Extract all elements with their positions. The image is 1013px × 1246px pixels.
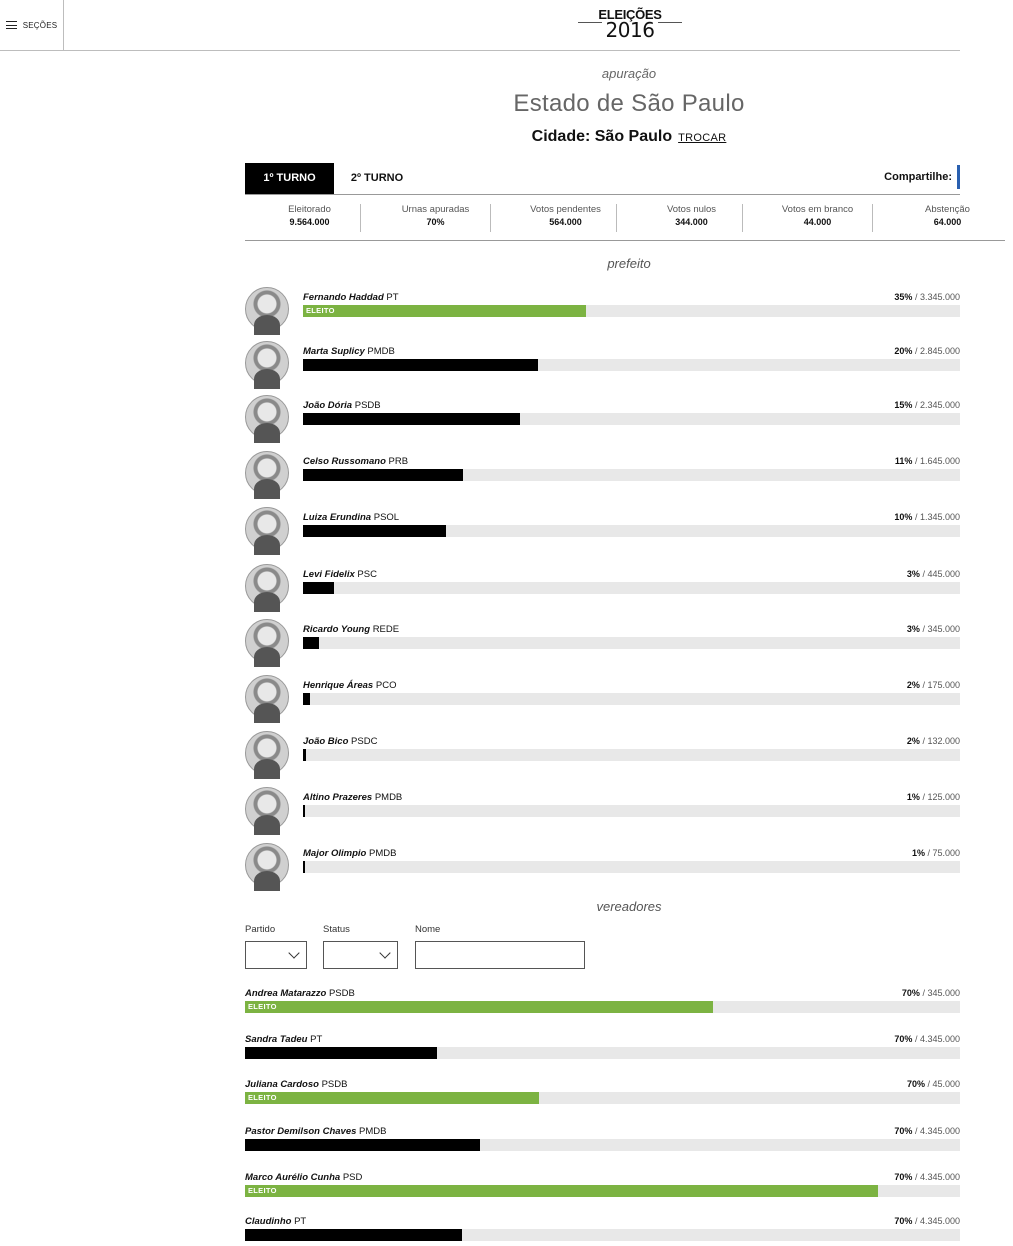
councilor-row[interactable]	[245, 1216, 960, 1246]
vote-count: / 4.345.000	[914, 1126, 960, 1136]
candidate-row[interactable]	[245, 675, 960, 725]
vote-result	[907, 624, 960, 634]
stat-label: Eleitorado	[288, 204, 331, 215]
candidate-photo	[245, 341, 289, 385]
name-search-input[interactable]	[415, 941, 585, 969]
candidate-party: PT	[310, 1034, 323, 1045]
page-title: Estado de São Paulo	[513, 90, 745, 117]
vote-result	[894, 292, 960, 302]
vote-bar	[303, 582, 960, 594]
vote-bar-fill	[303, 525, 446, 537]
candidate-party: PSDB	[354, 400, 381, 411]
vote-percent: 35%	[894, 292, 913, 302]
candidate-photo	[245, 287, 289, 331]
vote-count: / 4.345.000	[914, 1172, 960, 1182]
candidate-party: REDE	[372, 624, 400, 635]
vote-count: / 75.000	[927, 848, 960, 858]
candidate-name: Levi Fidelix	[303, 569, 355, 580]
chevron-down-icon	[379, 947, 390, 958]
vote-bar	[303, 805, 960, 817]
vote-count: / 1.345.000	[914, 512, 960, 522]
elected-badge: ELEITO	[248, 1186, 277, 1195]
candidate-row[interactable]	[245, 564, 960, 614]
vote-bar-fill	[245, 1139, 480, 1151]
candidate-label	[303, 680, 396, 691]
chevron-down-icon	[288, 947, 299, 958]
stat-item	[885, 204, 1010, 227]
candidate-party: PSDB	[328, 988, 355, 999]
vote-percent: 11%	[894, 456, 913, 466]
vote-bar	[245, 1047, 960, 1059]
candidate-name: Marco Aurélio Cunha	[245, 1172, 341, 1183]
vote-bar	[303, 413, 960, 425]
stat-item	[247, 204, 372, 227]
top-bar	[0, 0, 960, 51]
vote-bar-fill	[245, 1185, 878, 1197]
candidate-party: PT	[386, 292, 399, 303]
vote-bar-fill	[303, 749, 306, 761]
vote-percent: 20%	[894, 346, 913, 356]
vote-result	[907, 680, 960, 690]
round-tabs	[245, 163, 960, 195]
vote-bar	[245, 1185, 960, 1197]
vote-bar	[303, 861, 960, 873]
sections-menu-button[interactable]	[0, 0, 64, 50]
vote-bar-fill	[245, 1092, 539, 1104]
sections-menu-label: SEÇÕES	[22, 20, 58, 30]
vote-percent: 1%	[906, 792, 920, 802]
candidate-party: PSOL	[373, 512, 400, 523]
candidate-row[interactable]	[245, 731, 960, 781]
councilor-section-title: vereadores	[596, 899, 662, 914]
vote-result	[895, 456, 960, 466]
status-filter-label: Status	[323, 924, 350, 935]
candidate-photo	[245, 564, 289, 608]
logo-year: 2016	[605, 18, 655, 42]
candidate-name: Altino Prazeres	[303, 792, 373, 803]
candidate-name: Sandra Tadeu	[245, 1034, 308, 1045]
vote-result	[894, 1216, 960, 1226]
vote-bar-fill	[303, 693, 310, 705]
vote-result	[907, 569, 960, 579]
vote-bar-fill	[303, 305, 586, 317]
candidate-label	[245, 1172, 362, 1183]
vote-percent: 70%	[894, 1172, 913, 1182]
candidate-party: PSC	[357, 569, 377, 580]
vote-bar	[245, 1139, 960, 1151]
change-city-link[interactable]: TROCAR	[678, 132, 727, 144]
candidate-name: Fernando Haddad	[303, 292, 384, 303]
candidate-photo	[245, 395, 289, 439]
vote-count: / 125.000	[922, 792, 960, 802]
candidate-label	[245, 1079, 347, 1090]
candidate-row[interactable]	[245, 843, 960, 893]
stat-divider	[616, 204, 617, 232]
vote-bar	[303, 305, 960, 317]
candidate-label	[303, 848, 396, 859]
vote-result	[894, 1034, 960, 1044]
vote-percent: 2%	[906, 680, 920, 690]
candidate-label	[245, 1126, 387, 1137]
candidate-photo	[245, 787, 289, 831]
candidate-label	[245, 988, 355, 999]
candidate-row[interactable]	[245, 287, 960, 337]
vote-result	[894, 346, 960, 356]
vote-bar-fill	[245, 1229, 462, 1241]
candidate-photo	[245, 619, 289, 663]
stat-item	[373, 204, 498, 227]
candidate-name: Ricardo Young	[303, 624, 371, 635]
vote-bar-fill	[245, 1001, 713, 1013]
vote-percent: 15%	[894, 400, 913, 410]
stat-divider	[360, 204, 361, 232]
candidate-label	[303, 512, 399, 523]
status-select[interactable]	[323, 941, 398, 969]
vote-bar-fill	[303, 582, 334, 594]
vote-result	[912, 848, 960, 858]
vote-percent: 1%	[911, 848, 925, 858]
vote-result	[894, 400, 960, 410]
city-heading	[245, 128, 1013, 146]
candidate-photo	[245, 451, 289, 495]
candidate-name: João Dória	[303, 400, 353, 411]
candidate-party: PSDC	[351, 736, 378, 747]
candidate-party: PMDB	[367, 346, 395, 357]
candidate-name: Henrique Áreas	[303, 680, 374, 691]
vote-bar	[245, 1001, 960, 1013]
candidate-party: PMDB	[359, 1126, 387, 1137]
candidate-party: PMDB	[368, 848, 397, 859]
vote-percent: 3%	[906, 569, 920, 579]
hamburger-icon	[6, 21, 17, 29]
vote-bar	[245, 1229, 960, 1241]
stat-value: 44.000	[803, 217, 832, 227]
vote-bar	[303, 749, 960, 761]
stat-divider	[490, 204, 491, 232]
vote-result	[894, 512, 960, 522]
councilor-row[interactable]	[245, 1079, 960, 1109]
vote-count: / 4.345.000	[914, 1034, 960, 1044]
vote-bar-fill	[303, 469, 463, 481]
candidate-party: PSDB	[321, 1079, 348, 1090]
candidate-party: PRB	[388, 456, 409, 467]
candidate-name: Major Olimpio	[303, 848, 367, 859]
candidate-label	[303, 569, 377, 580]
summary-stats	[245, 198, 1005, 241]
vote-percent: 2%	[906, 736, 920, 746]
elected-badge: ELEITO	[248, 1093, 277, 1102]
candidate-row[interactable]	[245, 341, 960, 391]
vote-bar-fill	[303, 413, 520, 425]
tab-second-round[interactable]: 2º TURNO	[350, 172, 404, 184]
vote-bar	[303, 637, 960, 649]
vote-result	[894, 1126, 960, 1136]
candidate-name: Andrea Matarazzo	[245, 988, 327, 999]
vote-result	[907, 1079, 960, 1089]
stat-value: 70%	[426, 217, 445, 227]
vote-count: / 2.845.000	[914, 346, 960, 356]
candidate-name: Marta Suplicy	[303, 346, 365, 357]
candidate-label	[303, 456, 408, 467]
candidate-photo	[245, 675, 289, 719]
candidate-name: João Bico	[303, 736, 349, 747]
stat-label: Votos nulos	[666, 204, 717, 215]
vote-bar-fill	[245, 1047, 437, 1059]
vote-count: / 175.000	[922, 680, 960, 690]
candidate-row[interactable]	[245, 619, 960, 669]
vote-count: / 1.645.000	[914, 456, 960, 466]
vote-percent: 3%	[906, 624, 920, 634]
candidate-label	[303, 346, 395, 357]
candidate-photo	[245, 731, 289, 775]
vote-percent: 70%	[894, 1126, 913, 1136]
candidate-label	[303, 624, 399, 635]
vote-bar	[303, 359, 960, 371]
candidate-row[interactable]	[245, 395, 960, 445]
vote-bar-fill	[303, 805, 305, 817]
vote-bar	[303, 525, 960, 537]
stat-value: 64.000	[933, 217, 962, 227]
vote-bar-fill	[303, 861, 305, 873]
councilor-row[interactable]	[245, 1172, 960, 1202]
candidate-photo	[245, 507, 289, 551]
vote-result	[907, 736, 960, 746]
vote-percent: 70%	[906, 1079, 925, 1089]
candidate-label	[245, 1034, 322, 1045]
tab-first-round[interactable]: 1º TURNO	[245, 163, 334, 194]
logo-title: ELEIÇÕES	[598, 7, 662, 22]
vote-percent: 70%	[894, 1216, 913, 1226]
candidate-name: Claudinho	[245, 1216, 292, 1227]
candidate-photo	[245, 843, 289, 887]
stat-item	[503, 204, 628, 227]
stat-item	[629, 204, 754, 227]
mayor-section-title: prefeito	[607, 256, 651, 271]
stat-value: 9.564.000	[289, 217, 330, 227]
candidate-party: PSD	[342, 1172, 363, 1183]
candidate-party: PMDB	[374, 792, 403, 803]
stat-label: Votos pendentes	[530, 204, 601, 215]
candidate-name: Pastor Demilson Chaves	[245, 1126, 357, 1137]
candidate-label	[303, 792, 402, 803]
vote-percent: 10%	[894, 512, 913, 522]
site-logo[interactable]	[572, 8, 688, 44]
candidate-row[interactable]	[245, 507, 960, 557]
vote-bar	[303, 469, 960, 481]
candidate-label	[303, 400, 381, 411]
candidate-label	[303, 292, 399, 303]
stat-label: Urnas apuradas	[401, 204, 470, 215]
candidate-row[interactable]	[245, 451, 960, 501]
councilor-filters	[245, 922, 960, 972]
vote-count: / 45.000	[927, 1079, 960, 1089]
vote-result	[894, 1172, 960, 1182]
vote-result	[902, 988, 960, 998]
stat-divider	[872, 204, 873, 232]
share-button[interactable]	[957, 165, 960, 189]
councilor-row[interactable]	[245, 1034, 960, 1064]
candidate-name: Luiza Erundina	[303, 512, 372, 523]
stat-label: Votos em branco	[781, 204, 854, 215]
candidate-party: PT	[294, 1216, 307, 1227]
vote-count: / 345.000	[922, 988, 960, 998]
vote-bar-fill	[303, 359, 538, 371]
elected-badge: ELEITO	[248, 1002, 277, 1011]
vote-bar-fill	[303, 637, 319, 649]
councilor-row[interactable]	[245, 1126, 960, 1156]
candidate-label	[303, 736, 377, 747]
vote-count: / 3.345.000	[914, 292, 960, 302]
councilor-row[interactable]	[245, 988, 960, 1018]
stat-value: 344.000	[675, 217, 708, 227]
vote-count: / 132.000	[922, 736, 960, 746]
page-kicker: apuração	[601, 66, 657, 81]
vote-bar	[303, 693, 960, 705]
vote-percent: 70%	[894, 1034, 913, 1044]
party-filter-label: Partido	[245, 924, 276, 935]
stat-value: 564.000	[549, 217, 582, 227]
vote-bar	[245, 1092, 960, 1104]
vote-count: / 345.000	[922, 624, 960, 634]
candidate-label	[245, 1216, 306, 1227]
share-label: Compartilhe:	[884, 171, 952, 183]
candidate-party: PCO	[375, 680, 397, 691]
city-label: Cidade: São Paulo	[531, 128, 673, 145]
stat-divider	[742, 204, 743, 232]
candidate-row[interactable]	[245, 787, 960, 837]
candidate-name: Celso Russomano	[303, 456, 386, 467]
vote-count: / 445.000	[922, 569, 960, 579]
name-filter-label: Nome	[415, 924, 441, 935]
party-select[interactable]	[245, 941, 307, 969]
vote-count: / 2.345.000	[914, 400, 960, 410]
elected-badge: ELEITO	[306, 306, 335, 315]
vote-result	[907, 792, 960, 802]
candidate-name: Juliana Cardoso	[245, 1079, 319, 1090]
vote-percent: 70%	[901, 988, 920, 998]
stat-item	[755, 204, 880, 227]
stat-label: Abstenção	[925, 204, 970, 215]
vote-count: / 4.345.000	[914, 1216, 960, 1226]
